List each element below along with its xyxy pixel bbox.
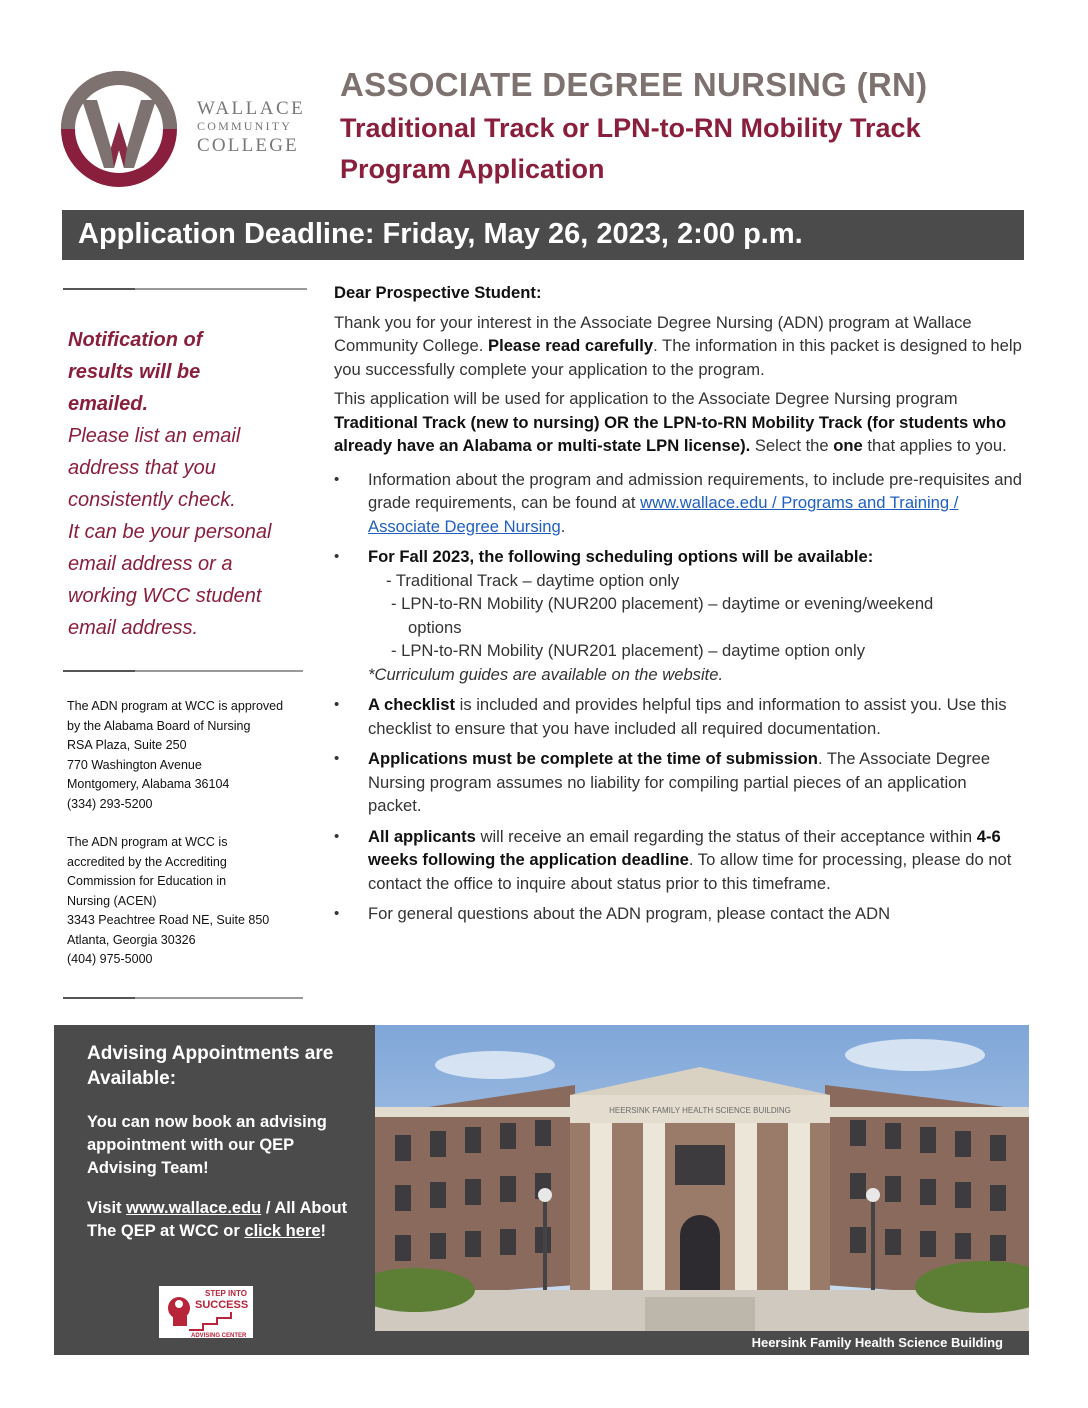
app-text-2: Select the (750, 436, 834, 455)
approval-line: 770 Washington Avenue (67, 757, 202, 772)
wallace-college-logo (60, 70, 178, 188)
app-tracks-bold: Traditional Track (new to nursing) OR the LPN-to-RN Mobility Track (for students who already have an Alabama or multi-state LPN license). (334, 412, 1007, 455)
building-sign: HEERSINK FAMILY HEALTH SCIENCE BUILDING (609, 1106, 791, 1115)
college-name (197, 100, 305, 154)
accreditation-line: (404) 975-5000 (67, 952, 153, 966)
deadline-text: Application Deadline: Friday, May 26, 2023, 2:00 p.m. (78, 218, 803, 250)
notify-line-2: address that you (68, 457, 216, 479)
intro-paragraph (334, 311, 1024, 382)
divider-bottom (63, 997, 303, 999)
notify-bold-3: emailed. (68, 393, 149, 415)
advising-heading: Advising Appointments are Available: (87, 1043, 334, 1089)
visit-text: Visit (87, 1199, 127, 1217)
scheduling-heading: For Fall 2023, the following scheduling options will be available: (368, 547, 874, 566)
letter-body (334, 281, 1024, 933)
applicants-text: will receive an email regarding the status of their acceptance within (475, 826, 977, 846)
schedule-option-nur200: - LPN-to-RN Mobility (NUR200 placement) – daytime or evening/weekend (391, 594, 934, 613)
logo-success: SUCCESS (195, 1299, 249, 1311)
applicants-text-2: . To allow time for processing, please do not contact the office to inquire about status prior to this timeframe. (368, 850, 1012, 893)
college-name-line1: WALLACE (197, 98, 306, 119)
intro-bold: Please read carefully (488, 336, 654, 355)
step-into-success-logo (159, 1286, 253, 1338)
click-here-link[interactable]: click here (244, 1222, 321, 1240)
bullet-scheduling (334, 545, 1024, 686)
bullet-complete-applications (334, 747, 1024, 818)
schedule-option-traditional: - Traditional Track – daytime option only (386, 570, 680, 590)
divider-middle (63, 670, 303, 672)
photo-caption-bar (375, 1331, 1029, 1355)
deadline-banner (62, 210, 1024, 260)
notify-line-4: It can be your personal (68, 521, 272, 543)
applicants-bold: All applicants (368, 826, 476, 846)
college-name-line3: COLLEGE (197, 135, 299, 156)
notify-line-7: email address. (68, 617, 199, 639)
app-one-bold: one (833, 436, 863, 455)
curriculum-note: *Curriculum guides are available on the website. (368, 664, 724, 684)
intro-text-end: . The information in this packet is designed to help you successfully complete your application to the program. (334, 336, 1022, 379)
checklist-text: is included and provides helpful tips and information to assist you. Use this checklist to ensure that you have included all required documentation. (368, 695, 1007, 738)
building-photo (375, 1025, 1029, 1331)
bullet-general-questions (334, 902, 1024, 926)
notification-note (68, 324, 308, 644)
complete-bold: Applications must be complete at the time of submission (368, 749, 818, 768)
intro-text: Thank you for your interest in the Associate Degree Nursing (ADN) program at Wallace Community College. (334, 312, 972, 355)
college-name-line2: COMMUNITY (197, 119, 293, 133)
app-text: This application will be used for application to the Associate Degree Nursing program (334, 389, 958, 408)
accreditation-line: Commission for Education in (67, 874, 227, 888)
wallace-link[interactable]: www.wallace.edu (126, 1199, 262, 1217)
application-paragraph (334, 387, 1024, 458)
notify-line-3: consistently check. (68, 489, 236, 511)
page-subtitle-tracks: Traditional Track or LPN-to-RN Mobility Track (340, 113, 921, 143)
advising-visit (87, 1197, 362, 1243)
schedule-option-nur201: - LPN-to-RN Mobility (NUR201 placement) – daytime option only (391, 641, 866, 660)
greeting: Dear Prospective Student: (334, 283, 542, 302)
notify-bold-2: results will be (68, 361, 201, 383)
bullet-program-info (334, 468, 1024, 539)
schedule-option-nur200-cont: options (408, 617, 462, 637)
checklist-bold: A checklist (368, 695, 456, 714)
accreditation-line: Nursing (ACEN) (67, 893, 157, 908)
page-subtitle-application: Program Application (340, 154, 605, 184)
visit-end: ! (320, 1222, 327, 1240)
logo-step-into: STEP INTO (205, 1289, 247, 1298)
app-text-3: that applies to you. (862, 436, 1007, 455)
divider-top (63, 288, 307, 290)
weeks-bold: 4-6 weeks following the application deadline (368, 826, 1001, 869)
advising-text: You can now book an advising appointment with our QEP Advising Team! (87, 1113, 327, 1177)
accreditation-line: 3343 Peachtree Road NE, Suite 850 (67, 913, 270, 927)
notify-line-5: email address or a (68, 553, 233, 575)
approval-line: The ADN program at WCC is approved (67, 699, 284, 713)
notify-line-6: working WCC student (68, 585, 262, 607)
bullet-text: Information about the program and admission requirements, to include pre-requisites and grade requirements, can be found at (368, 469, 1022, 512)
bullet-text-end: . (560, 516, 566, 536)
approval-line: Montgomery, Alabama 36104 (67, 777, 230, 791)
photo-caption: Heersink Family Health Science Building (751, 1335, 1003, 1350)
complete-text: . The Associate Degree Nursing program assumes no liability for compiling partial pieces of an application packet. (368, 749, 991, 815)
bullet-all-applicants (334, 825, 1024, 896)
visit-mid: / All About The QEP at WCC or (87, 1199, 348, 1240)
logo-advising-center: ADVISING CENTER (191, 1333, 247, 1338)
accreditation-info (67, 697, 307, 970)
program-link[interactable]: www.wallace.edu / Programs and Training / Associate Degree Nursing (368, 493, 959, 536)
accreditation-line: Atlanta, Georgia 30326 (67, 932, 196, 947)
approval-line: RSA Plaza, Suite 250 (67, 738, 187, 752)
notify-bold-1: Notification of (68, 329, 203, 351)
page-title: ASSOCIATE DEGREE NURSING (RN) (340, 66, 928, 103)
approval-line: by the Alabama Board of Nursing (67, 718, 251, 733)
accreditation-line: accredited by the Accrediting (67, 854, 227, 869)
questions-text: For general questions about the ADN program, please contact the ADN (368, 904, 891, 923)
accreditation-line: The ADN program at WCC is (67, 835, 228, 849)
approval-line: (334) 293-5200 (67, 796, 153, 811)
info-bullet-list (334, 468, 1024, 926)
bullet-checklist (334, 693, 1024, 740)
notify-line-1: Please list an email (68, 425, 241, 447)
